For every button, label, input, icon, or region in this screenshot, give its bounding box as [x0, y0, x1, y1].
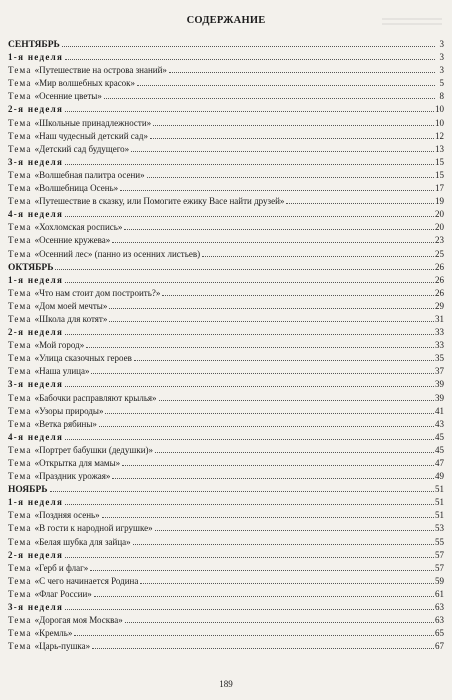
toc-page-number: 39	[435, 392, 444, 403]
toc-page-number: 59	[435, 575, 444, 586]
toc-entry-title: 4-я неделя	[8, 431, 64, 442]
toc-page-number: 35	[435, 353, 444, 364]
topic-title: «Царь-пушка»	[34, 641, 91, 652]
dot-leader	[65, 600, 434, 610]
toc-topic-row	[8, 142, 444, 155]
topic-title: «Мир волшебных красок»	[34, 78, 136, 89]
toc-entry-title	[8, 509, 100, 522]
toc-page-number: 63	[435, 615, 444, 626]
dot-leader	[147, 168, 434, 178]
toc-topic-row	[8, 508, 444, 521]
toc-topic-row	[8, 76, 444, 89]
dot-leader	[150, 129, 434, 139]
toc-topic-row	[8, 247, 444, 260]
topic-label: Тема	[8, 588, 32, 599]
topic-title: «Флаг России»	[34, 588, 92, 599]
topic-label: Тема	[8, 183, 32, 194]
topic-title: «Улица сказочных героев	[34, 353, 132, 364]
topic-label: Тема	[8, 117, 32, 128]
toc-page-number: 25	[435, 248, 444, 259]
topic-label: Тема	[8, 353, 32, 364]
toc-topic-row	[8, 469, 444, 482]
toc-topic-row	[8, 364, 444, 377]
toc-topic-row	[8, 626, 444, 639]
toc-page-number: 53	[435, 523, 444, 534]
toc-page-number: 63	[435, 602, 444, 613]
dot-leader	[120, 181, 434, 191]
topic-title: «Школа для котят»	[34, 313, 108, 324]
dot-leader	[50, 482, 434, 492]
dot-leader	[65, 102, 434, 112]
dot-leader	[65, 325, 434, 335]
dot-leader	[134, 351, 434, 361]
topic-title: «Дорогая моя Москва»	[34, 615, 123, 626]
toc-month-row	[8, 37, 444, 50]
toc-topic-row	[8, 351, 444, 364]
dot-leader	[124, 220, 434, 230]
toc-week-row	[8, 102, 444, 115]
toc-page-number: 19	[435, 196, 444, 207]
toc-page-number: 41	[435, 405, 444, 416]
topic-label: Тема	[8, 130, 32, 141]
topic-title: «Школьные принадлежности»	[34, 117, 152, 128]
toc-page-number: 3	[439, 52, 444, 63]
topic-title: «В гости к народной игрушке»	[34, 523, 153, 534]
toc-page-number: 26	[435, 274, 444, 285]
dot-leader	[202, 247, 434, 257]
toc-page-number: 3	[439, 39, 444, 49]
toc-page-number: 33	[435, 340, 444, 351]
dot-leader	[86, 338, 434, 348]
topic-label: Тема	[8, 340, 32, 351]
topic-title: «С чего начинается Родина	[34, 575, 139, 586]
toc-page-number: 57	[435, 549, 444, 560]
dot-leader	[65, 207, 434, 217]
topic-title: «Хохломская роспись»	[34, 222, 123, 233]
toc-page-number: 47	[435, 458, 444, 468]
toc-page-number: 51	[435, 484, 444, 495]
dot-leader	[74, 626, 434, 636]
dot-leader	[104, 89, 435, 99]
toc-entry-title: 1-я неделя	[8, 274, 64, 285]
page-title: СОДЕРЖАНИЕ	[186, 15, 266, 26]
toc-page-number: 29	[435, 300, 444, 311]
toc-week-row	[8, 600, 444, 613]
topic-title: «Осенний лес» (панно из осенних листьев)	[34, 248, 201, 259]
topic-title: «Поздняя осень»	[34, 510, 100, 521]
toc-week-row	[8, 155, 444, 168]
topic-label: Тема	[8, 143, 32, 154]
toc-entry-title: 4-я неделя	[8, 209, 64, 220]
topic-title: «Осенние цветы»	[34, 91, 102, 102]
topic-title: «Узоры природы»	[34, 405, 104, 416]
topic-title: «Наша улица»	[34, 366, 90, 377]
topic-label: Тема	[8, 628, 32, 639]
table-of-contents	[8, 37, 444, 652]
toc-page-number: 3	[439, 65, 444, 76]
topic-label: Тема	[8, 615, 32, 626]
dot-leader	[65, 430, 434, 440]
dot-leader	[65, 50, 435, 60]
topic-title: «Портрет бабушки (дедушки)»	[34, 444, 154, 455]
topic-title: «Герб и флаг»	[34, 562, 89, 573]
dot-leader	[55, 260, 434, 270]
dot-leader	[102, 508, 434, 518]
topic-label: Тема	[8, 536, 32, 547]
dot-leader	[90, 561, 434, 571]
toc-topic-row	[8, 299, 444, 312]
toc-entry-title	[8, 562, 88, 575]
dot-leader	[65, 548, 434, 558]
toc-entry-title	[8, 405, 103, 418]
topic-title: «Путешествие в сказку, или Помогите ежику Васе найти друзей»	[34, 196, 285, 207]
topic-title: «Что нам стоит дом построить?»	[34, 287, 161, 298]
topic-title: «Осенние кружева»	[34, 235, 111, 246]
topic-label: Тема	[8, 523, 32, 534]
topic-label: Тема	[8, 169, 32, 180]
toc-page-number: 12	[435, 130, 444, 141]
toc-entry-title: 2-я неделя	[8, 104, 64, 115]
topic-label: Тема	[8, 405, 32, 416]
toc-topic-row	[8, 456, 444, 469]
dot-leader	[131, 142, 434, 152]
toc-page-number: 13	[435, 143, 444, 154]
toc-topic-row	[8, 116, 444, 129]
toc-page-number: 5	[439, 78, 444, 89]
topic-title: «Бабочки расправляют крылья»	[34, 392, 157, 403]
toc-page-number: 15	[435, 156, 444, 167]
toc-topic-row	[8, 587, 444, 600]
toc-entry-title: ОКТЯБРЬ	[8, 262, 54, 273]
dot-leader	[65, 377, 434, 387]
dot-leader	[62, 37, 435, 47]
page-number: 189	[219, 679, 233, 689]
dot-leader	[112, 469, 434, 479]
toc-topic-row	[8, 181, 444, 194]
dot-leader	[153, 116, 434, 126]
toc-page-number: 37	[435, 366, 444, 377]
toc-page-number: 45	[435, 431, 444, 442]
toc-entry-title: 3-я неделя	[8, 379, 64, 390]
toc-entry-title: 2-я неделя	[8, 549, 64, 560]
toc-page-number: 39	[435, 379, 444, 390]
toc-topic-row	[8, 443, 444, 456]
toc-topic-row	[8, 168, 444, 181]
dot-leader	[109, 312, 434, 322]
toc-page-number: 23	[435, 235, 444, 246]
topic-label: Тема	[8, 91, 32, 102]
topic-title: «Кремль»	[34, 628, 73, 639]
toc-topic-row	[8, 286, 444, 299]
toc-week-row	[8, 325, 444, 338]
toc-page-number: 26	[435, 261, 444, 272]
dot-leader	[162, 286, 434, 296]
toc-week-row	[8, 377, 444, 390]
toc-entry-title	[8, 522, 153, 535]
topic-title: «Мой город»	[34, 340, 85, 351]
topic-label: Тема	[8, 287, 32, 298]
toc-week-row	[8, 273, 444, 286]
topic-title: «Волшебница Осень»	[34, 183, 119, 194]
toc-page-number: 10	[435, 117, 444, 128]
toc-topic-row	[8, 233, 444, 246]
toc-entry-title	[8, 640, 90, 653]
dot-leader	[122, 456, 434, 466]
toc-topic-row	[8, 561, 444, 574]
toc-week-row	[8, 207, 444, 220]
toc-entry-title	[8, 234, 110, 247]
toc-page-number: 51	[435, 510, 444, 521]
toc-entry-title	[8, 130, 148, 143]
topic-title: «Наш чудесный детский сад»	[34, 130, 148, 141]
toc-page-number: 8	[439, 91, 444, 102]
toc-entry-title: 2-я неделя	[8, 327, 64, 338]
toc-entry-title	[8, 300, 107, 313]
toc-topic-row	[8, 417, 444, 430]
toc-week-row	[8, 548, 444, 561]
dot-leader	[65, 273, 434, 283]
toc-topic-row	[8, 312, 444, 325]
dot-leader	[105, 404, 434, 414]
toc-topic-row	[8, 194, 444, 207]
dot-leader	[286, 194, 434, 204]
toc-page-number: 43	[435, 418, 444, 429]
toc-topic-row	[8, 639, 444, 652]
toc-page-number: 49	[435, 471, 444, 482]
toc-page-number: 33	[435, 327, 444, 338]
topic-title: «Детский сад будущего»	[34, 143, 130, 154]
topic-title: «Волшебная палитра осени»	[34, 169, 145, 180]
topic-title: «Праздник урожая»	[34, 471, 111, 482]
toc-entry-title	[8, 457, 120, 470]
dot-leader	[137, 76, 435, 86]
toc-entry-title: 3-я неделя	[8, 156, 64, 167]
toc-week-row	[8, 495, 444, 508]
toc-topic-row	[8, 129, 444, 142]
topic-label: Тема	[8, 196, 32, 207]
topic-label: Тема	[8, 65, 32, 76]
toc-topic-row	[8, 220, 444, 233]
toc-entry-title: СЕНТЯБРЬ	[8, 40, 60, 50]
topic-label: Тема	[8, 248, 32, 259]
toc-page-number: 20	[435, 222, 444, 233]
dot-leader	[155, 521, 434, 531]
topic-label: Тема	[8, 392, 32, 403]
dot-leader	[169, 63, 435, 73]
toc-page-number: 10	[435, 104, 444, 115]
toc-page-number: 61	[435, 588, 444, 599]
toc-topic-row	[8, 574, 444, 587]
toc-page-number: 55	[435, 536, 444, 547]
dot-leader	[65, 155, 434, 165]
toc-page-number: 67	[435, 641, 444, 652]
toc-page-number: 15	[435, 169, 444, 180]
toc-page-number: 20	[435, 209, 444, 220]
toc-topic-row	[8, 521, 444, 534]
toc-entry-title	[8, 627, 72, 640]
toc-entry-title: 1-я неделя	[8, 497, 64, 508]
topic-label: Тема	[8, 458, 32, 468]
topic-label: Тема	[8, 562, 32, 573]
topic-label: Тема	[8, 641, 32, 652]
toc-topic-row	[8, 404, 444, 417]
topic-label: Тема	[8, 78, 32, 89]
toc-entry-title: 3-я неделя	[8, 602, 64, 613]
toc-page-number: 51	[435, 497, 444, 508]
toc-month-row	[8, 482, 444, 495]
toc-month-row	[8, 260, 444, 273]
toc-page-number: 26	[435, 287, 444, 298]
toc-page-number: 45	[435, 444, 444, 455]
dot-leader	[133, 535, 434, 545]
toc-topic-row	[8, 63, 444, 76]
dot-leader	[99, 417, 434, 427]
topic-label: Тема	[8, 444, 32, 455]
dot-leader	[155, 443, 434, 453]
topic-label: Тема	[8, 366, 32, 377]
topic-title: «Дом моей мечты»	[34, 300, 108, 311]
topic-label: Тема	[8, 471, 32, 482]
toc-topic-row	[8, 391, 444, 404]
toc-topic-row	[8, 89, 444, 102]
dot-leader	[94, 587, 434, 597]
topic-label: Тема	[8, 300, 32, 311]
toc-entry-title	[8, 339, 84, 352]
toc-entry-title	[8, 221, 122, 234]
toc-page-number: 57	[435, 562, 444, 573]
dot-leader	[91, 364, 434, 374]
dot-leader	[140, 574, 434, 584]
toc-topic-row	[8, 613, 444, 626]
dot-leader	[109, 299, 434, 309]
topic-label: Тема	[8, 222, 32, 233]
toc-topic-row	[8, 535, 444, 548]
dot-leader	[159, 391, 434, 401]
dot-leader	[65, 495, 434, 505]
topic-label: Тема	[8, 235, 32, 246]
toc-page-number: 65	[435, 628, 444, 639]
toc-entry-title	[8, 182, 118, 195]
dot-leader	[125, 613, 434, 623]
toc-entry-title: НОЯБРЬ	[8, 485, 48, 496]
dot-leader	[112, 233, 434, 243]
toc-page-number: 31	[435, 313, 444, 324]
topic-title: «Открытка для мамы»	[34, 458, 121, 468]
topic-title: «Белая шубка для зайца»	[34, 536, 131, 547]
toc-entry-title: 1-я неделя	[8, 52, 64, 63]
toc-week-row	[8, 50, 444, 63]
toc-topic-row	[8, 338, 444, 351]
topic-title: «Путешествие на острова знаний»	[34, 65, 167, 76]
topic-label: Тема	[8, 418, 32, 429]
topic-label: Тема	[8, 313, 32, 324]
toc-entry-title	[8, 117, 151, 130]
topic-label: Тема	[8, 575, 32, 586]
toc-week-row	[8, 430, 444, 443]
topic-label: Тема	[8, 510, 32, 521]
toc-page-number: 17	[435, 183, 444, 194]
topic-title: «Ветка рябины»	[34, 418, 97, 429]
dot-leader	[92, 639, 434, 649]
